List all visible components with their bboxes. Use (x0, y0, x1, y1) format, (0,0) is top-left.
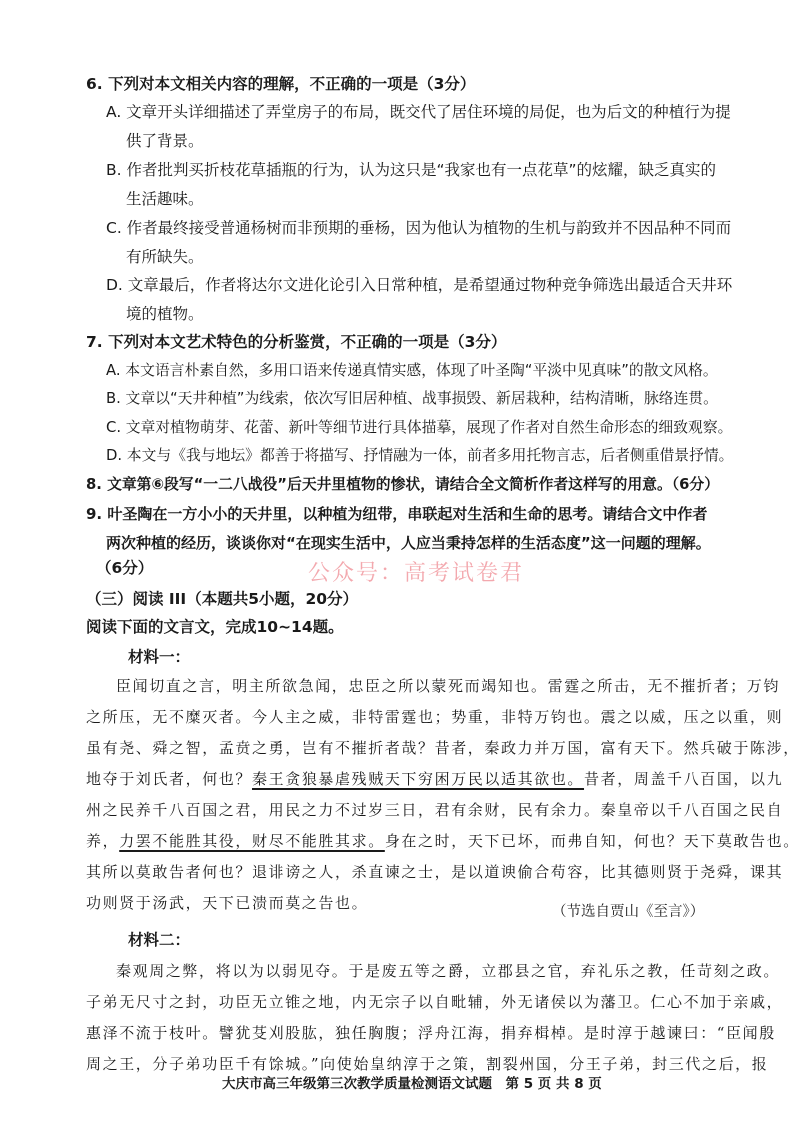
material-2-line-4: 周之王，分子弟功臣千有馀城。”向使始皇纳淳于之策，割裂州国，分王子弟，封三代之后，报 (86, 1055, 769, 1073)
material-1-line-4-end: 昔者，周盖千八百国，以九 (584, 770, 784, 788)
watermark-text: 公众号：高考试卷君 (308, 561, 525, 586)
material-1-line-3: 虽有尧、舜之智，孟贲之勇，岂有不摧折者哉？昔者，秦政力并万国，富有天下。然兵破于陈涉， (86, 739, 800, 757)
material-1-line-6-start: 养， (86, 832, 120, 850)
material-1-line-7: 其所以莫敢告者何也？退诽谤之人，杀直谏之士，是以道谀偷合苟容，比其德则贤于尧舜，课其 (86, 863, 784, 881)
material-1-line-6-end: 身在之时，天下已坏，而弗自知，何也？天下莫敢告也。 (384, 832, 800, 850)
material-1-line-4-start: 地夺于刘氏者，何也？ (86, 770, 253, 788)
question-6-option-d-cont: 境的植物。 (126, 305, 204, 323)
section-3-title: （三）阅读 III（本题共5小题，20分） (86, 590, 359, 608)
material-1-label: 材料一： (128, 648, 191, 666)
material-2-line-3: 惠泽不流于枝叶。譬犹芟刈股肱，独任胸腹；浮舟江海，捐弃楫棹。是时淳于越谏曰：“臣闻殷 (86, 1024, 776, 1042)
material-1-line-2: 之所压，无不糜灭者。今人主之威，非特雷霆也；势重，非特万钧也。震之以威，压之以重，则 (86, 708, 784, 726)
question-6-option-d: D. 文章最后，作者将达尔文进化论引入日常种植，是希望通过物种竞争筛选出最适合天井环 (106, 276, 733, 294)
question-6-option-c: C. 作者最终接受普通杨树而非预期的垂杨，因为他认为植物的生机与韵致并不因品种不同而 (106, 219, 732, 237)
question-6-option-b-cont: 生活趣味。 (126, 190, 204, 208)
question-9-line-2: 两次种植的经历，谈谈你对“在现实生活中，人应当秉持怎样的生活态度”这一问题的理解。 (106, 534, 711, 552)
question-7-option-b: B. 文章以“天井种植”为线索，依次写旧居种植、战事损毁、新居栽种，结构清晰，脉络连贯。 (106, 390, 718, 407)
material-1-line-8: 功则贤于汤武，天下已溃而莫之告也。 (86, 894, 369, 912)
question-7-option-a: A. 本文语言朴素自然，多用口语来传递真情实感，体现了叶圣陶“平淡中见真味”的散文风格。 (106, 362, 718, 379)
section-3-instruction: 阅读下面的文言文，完成10~14题。 (86, 618, 344, 636)
question-7-option-c: C. 文章对植物萌芽、花蕾、新叶等细节进行具体描摹，展现了作者对自然生命形态的细致观察。 (106, 419, 733, 436)
question-7-option-d: D. 本文与《我与地坛》都善于将描写、抒情融为一体，前者多用托物言志，后者侧重借景抒情。 (106, 447, 734, 464)
material-2-line-1: 秦观周之弊，将以为以弱见夺。于是废五等之爵，立郡县之官，弃礼乐之教，任苛刻之政。 (116, 962, 781, 980)
question-9-score: （6分） (96, 559, 154, 577)
material-1-line-1: 臣闻切直之言，明主所欲急闻，忠臣之所以蒙死而竭知也。雷霆之所击，无不摧折者；万钧 (116, 677, 781, 695)
material-2-line-2: 子弟无尺寸之封，功臣无立锥之地，内无宗子以自毗辅，外无诸侯以为藩卫。仁心不加于亲戚， (86, 993, 784, 1011)
underlined-sentence-1: 秦王贪狼暴虐残贼天下穷困万民以适其欲也。 (252, 770, 585, 788)
material-1-line-6 (86, 827, 800, 855)
question-9-line-1: 9. 叶圣陶在一方小小的天井里，以种植为纽带，串联起对生活和生命的思考。请结合文中作者 (86, 505, 708, 523)
page-footer: 大庆市高三年级第三次教学质量检测语文试题 第 5 页 共 8 页 (222, 1076, 602, 1092)
question-6-option-b: B. 作者批判买折枝花草插瓶的行为，认为这只是“我家也有一点花草”的炫耀，缺乏真实的 (106, 161, 717, 179)
question-6-option-a-cont: 供了背景。 (126, 132, 204, 150)
question-7-stem: 7. 下列对本文艺术特色的分析鉴赏，不正确的一项是（3分） (86, 333, 507, 351)
question-8: 8. 文章第⑥段写“一二八战役”后天井里植物的惨状，请结合全文简析作者这样写的用意。（6分） (86, 476, 720, 493)
underlined-sentence-2: 力罢不能胜其役，财尽不能胜其求。 (119, 832, 385, 850)
question-6-option-c-cont: 有所缺失。 (126, 248, 204, 266)
material-1-line-4 (86, 765, 783, 793)
material-1-source: （节选自贾山《至言》） (552, 904, 705, 920)
material-2-label: 材料二： (128, 931, 191, 949)
question-6-stem: 6. 下列对本文相关内容的理解，不正确的一项是（3分） (86, 75, 476, 93)
question-6-option-a: A. 文章开头详细描述了弄堂房子的布局，既交代了居住环境的局促，也为后文的种植行为提 (106, 103, 731, 121)
material-1-line-5: 州之民养千八百国之君，用民之力不过岁三日，君有余财，民有余力。秦皇帝以千八百国之民自 (86, 801, 784, 819)
